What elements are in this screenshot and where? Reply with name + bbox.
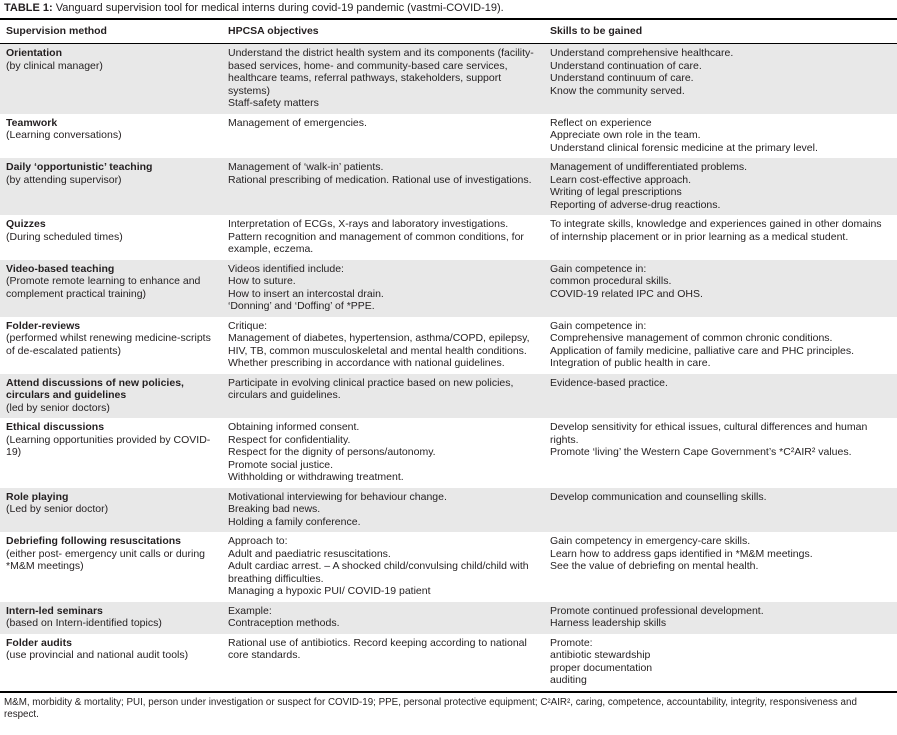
supervision-method-cell xyxy=(0,114,228,159)
cell-line: Breaking bad news. xyxy=(228,503,321,515)
table-row xyxy=(0,532,897,602)
hpcsa-objectives-cell xyxy=(228,634,550,692)
cell-line: Rational prescribing of medication. Rational use of investigations. xyxy=(228,173,532,186)
table-row xyxy=(0,44,897,114)
table-footnote: M&M, morbidity & mortality; PUI, person under investigation or suspect for COVID-19; PPE, personal protective equipment; C²AIR², caring, competence, accountability, integrity, responsiveness and respect. xyxy=(4,696,857,720)
cell-line: Reporting of adverse-drug reactions. xyxy=(550,198,721,211)
method-note: (based on Intern-identified topics) xyxy=(6,617,162,629)
hpcsa-objectives-cell xyxy=(228,158,550,215)
skills-cell xyxy=(550,488,897,533)
cell-line: Promote: xyxy=(550,636,593,649)
hpcsa-objectives-cell xyxy=(228,260,550,317)
supervision-method-cell xyxy=(0,634,228,692)
cell-line: Know the community served. xyxy=(550,84,685,97)
cell-line: Gain competence in: xyxy=(550,319,647,332)
supervision-method-cell xyxy=(0,374,228,419)
method-note: (Led by senior doctor) xyxy=(6,503,109,515)
cell-line: Management of undifferentiated problems. xyxy=(550,161,748,173)
supervision-method-cell xyxy=(0,260,228,317)
cell-line: Motivational interviewing for behaviour change. xyxy=(228,490,447,503)
header-row xyxy=(0,19,897,44)
cell-line: Whether prescribing in accordance with national guidelines. xyxy=(228,357,505,369)
method-name: Orientation xyxy=(6,47,63,59)
cell-line: proper documentation xyxy=(550,661,653,674)
cell-line: Holding a family conference. xyxy=(228,515,361,528)
cell-line: Management of emergencies. xyxy=(228,116,367,129)
hpcsa-objectives-cell xyxy=(228,374,550,419)
method-note: (Promote remote learning to enhance and complement practical training) xyxy=(6,275,201,300)
table-row xyxy=(0,418,897,488)
cell-line: Managing a hypoxic PUI/ COVID-19 patient xyxy=(228,585,431,597)
supervision-method-cell xyxy=(0,158,228,215)
table-row xyxy=(0,374,897,419)
method-name: Debriefing following resuscitations xyxy=(6,535,182,547)
table-title-label: TABLE 1: xyxy=(4,2,53,14)
cell-line: Evidence-based practice. xyxy=(550,376,668,389)
supervision-method-cell xyxy=(0,418,228,488)
cell-line: Videos identified include: xyxy=(228,262,344,275)
table-title xyxy=(0,0,897,18)
cell-line: How to insert an intercostal drain. xyxy=(228,287,384,300)
cell-line: Contraception methods. xyxy=(228,617,340,629)
method-name: Attend discussions of new policies, circulars and guidelines xyxy=(6,376,184,401)
skills-cell xyxy=(550,418,897,488)
method-note: (Learning conversations) xyxy=(6,129,122,141)
method-name: Quizzes xyxy=(6,218,46,230)
skills-cell xyxy=(550,114,897,159)
table-row xyxy=(0,260,897,317)
skills-cell xyxy=(550,158,897,215)
cell-line: Example: xyxy=(228,604,272,617)
cell-line: To integrate skills, knowledge and experiences gained in other domains of internship placement or in prior learning as a medical student. xyxy=(550,218,882,243)
cell-line: Promote ‘living’ the Western Cape Government’s *C²AIR² values. xyxy=(550,446,852,458)
cell-line: Writing of legal prescriptions xyxy=(550,186,682,198)
table-row xyxy=(0,317,897,374)
supervision-method-cell xyxy=(0,317,228,374)
skills-cell xyxy=(550,215,897,260)
method-name: Video-based teaching xyxy=(6,262,115,275)
table-body xyxy=(0,44,897,692)
cell-line: Understand continuum of care. xyxy=(550,72,694,84)
method-name: Folder-reviews xyxy=(6,319,81,332)
table-title-text: Vanguard supervision tool for medical interns during covid-19 pandemic (vastmi-COVID-19). xyxy=(55,2,504,14)
table-row xyxy=(0,158,897,215)
cell-line: Withholding or withdrawing treatment. xyxy=(228,471,404,483)
supervision-method-cell xyxy=(0,44,228,114)
supervision-method-cell xyxy=(0,215,228,260)
hpcsa-objectives-cell xyxy=(228,317,550,374)
table-row xyxy=(0,215,897,260)
table-row xyxy=(0,488,897,533)
cell-line: Approach to: xyxy=(228,535,288,547)
method-name: Teamwork xyxy=(6,116,58,129)
cell-line: Learn cost-effective approach. xyxy=(550,173,692,186)
method-note: (Learning opportunities provided by COVID-19) xyxy=(6,433,211,458)
cell-line: Comprehensive management of common chronic conditions. xyxy=(550,332,833,344)
method-note: (During scheduled times) xyxy=(6,230,123,243)
cell-line: Promote continued professional development. xyxy=(550,604,764,617)
method-name: Ethical discussions xyxy=(6,421,105,433)
skills-cell xyxy=(550,260,897,317)
cell-line: Understand clinical forensic medicine at the primary level. xyxy=(550,141,818,154)
cell-line: Promote social justice. xyxy=(228,458,334,471)
method-note: (led by senior doctors) xyxy=(6,401,110,414)
supervision-method-cell xyxy=(0,532,228,602)
cell-line: Interpretation of ECGs, X-rays and laboratory investigations. xyxy=(228,218,509,230)
cell-line: Gain competence in: xyxy=(550,262,647,275)
method-name: Folder audits xyxy=(6,636,72,649)
cell-line: Staff-safety matters xyxy=(228,97,319,109)
skills-cell xyxy=(550,374,897,419)
cell-line: Pattern recognition and management of common conditions, for example, eczema. xyxy=(228,230,524,255)
column-header-hpcsa-objectives: HPCSA objectives xyxy=(228,19,550,44)
cell-line: Reflect on experience xyxy=(550,116,652,129)
hpcsa-objectives-cell xyxy=(228,44,550,114)
supervision-method-cell xyxy=(0,602,228,634)
cell-line: Respect for the dignity of persons/autonomy. xyxy=(228,446,436,458)
cell-line: See the value of debriefing on mental health. xyxy=(550,560,759,572)
table-row xyxy=(0,114,897,159)
method-note: (by attending supervisor) xyxy=(6,173,122,186)
method-name: Daily ‘opportunistic’ teaching xyxy=(6,161,153,173)
cell-line: COVID-19 related IPC and OHS. xyxy=(550,287,703,300)
table-row xyxy=(0,602,897,634)
cell-line: Develop communication and counselling skills. xyxy=(550,490,767,503)
cell-line: Understand the district health system and its components (facility-based services, home- and community-based care services, healthcare teams, referral pathways, stakeholders, support systems) xyxy=(228,47,534,97)
method-note: (by clinical manager) xyxy=(6,59,103,72)
skills-cell xyxy=(550,532,897,602)
cell-line: Learn how to address gaps identified in *M&M meetings. xyxy=(550,547,813,560)
hpcsa-objectives-cell xyxy=(228,488,550,533)
skills-cell xyxy=(550,44,897,114)
method-note: (performed whilst renewing medicine-scripts of de-escalated patients) xyxy=(6,332,211,357)
cell-line: common procedural skills. xyxy=(550,275,672,287)
hpcsa-objectives-cell xyxy=(228,215,550,260)
cell-line: ‘Donning’ and ‘Doffing’ of *PPE. xyxy=(228,300,375,312)
skills-cell xyxy=(550,602,897,634)
hpcsa-objectives-cell xyxy=(228,418,550,488)
cell-line: Understand comprehensive healthcare. xyxy=(550,47,734,59)
cell-line: Appreciate own role in the team. xyxy=(550,129,701,141)
cell-line: Management of diabetes, hypertension, asthma/COPD, epilepsy, HIV, TB, common musculoskeletal and mental health conditions. xyxy=(228,332,530,357)
cell-line: Gain competency in emergency-care skills. xyxy=(550,535,751,547)
hpcsa-objectives-cell xyxy=(228,114,550,159)
hpcsa-objectives-cell xyxy=(228,602,550,634)
cell-line: Adult cardiac arrest. – A shocked child/convulsing child/child with breathing difficulties. xyxy=(228,560,529,585)
cell-line: Management of ‘walk-in’ patients. xyxy=(228,161,384,173)
cell-line: Respect for confidentiality. xyxy=(228,433,351,446)
column-header-supervision-method: Supervision method xyxy=(0,19,228,44)
cell-line: Rational use of antibiotics. Record keeping according to national core standards. xyxy=(228,636,527,661)
method-note: (either post- emergency unit calls or during *M&M meetings) xyxy=(6,547,206,572)
cell-line: antibiotic stewardship xyxy=(550,649,651,661)
skills-cell xyxy=(550,634,897,692)
method-name: Intern-led seminars xyxy=(6,604,103,617)
supervision-method-cell xyxy=(0,488,228,533)
cell-line: Understand continuation of care. xyxy=(550,59,702,72)
cell-line: Critique: xyxy=(228,319,268,332)
cell-line: Adult and paediatric resuscitations. xyxy=(228,547,391,560)
method-name: Role playing xyxy=(6,490,69,503)
cell-line: Participate in evolving clinical practice based on new policies, circulars and guidelines. xyxy=(228,376,514,401)
skills-cell xyxy=(550,317,897,374)
supervision-table xyxy=(0,18,897,693)
cell-line: Harness leadership skills xyxy=(550,617,667,629)
cell-line: auditing xyxy=(550,674,587,686)
cell-line: Application of family medicine, palliative care and PHC principles. xyxy=(550,344,855,357)
method-note: (use provincial and national audit tools) xyxy=(6,649,189,661)
cell-line: Obtaining informed consent. xyxy=(228,421,360,433)
cell-line: Integration of public health in care. xyxy=(550,357,711,369)
column-header-skills-to-be-gained: Skills to be gained xyxy=(550,19,897,44)
cell-line: Develop sensitivity for ethical issues, cultural differences and human rights. xyxy=(550,421,868,446)
hpcsa-objectives-cell xyxy=(228,532,550,602)
cell-line: How to suture. xyxy=(228,275,296,287)
table-row xyxy=(0,634,897,692)
table-header xyxy=(0,19,897,44)
